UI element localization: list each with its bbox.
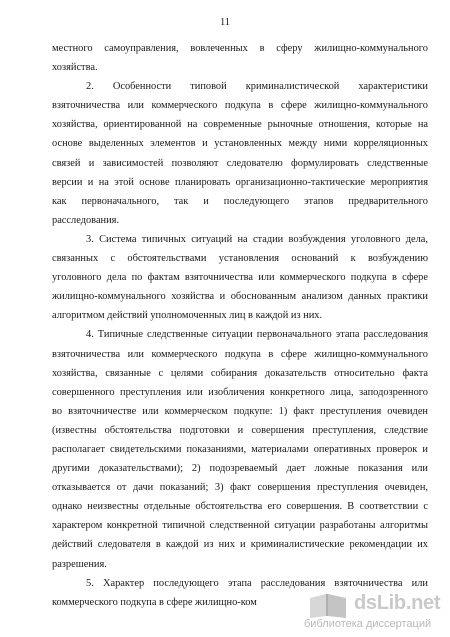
text-line: взяточничества или коммерческого подкупа в сфере жилищно-коммунального: [52, 348, 428, 360]
text-line: хозяйства.: [52, 62, 98, 74]
book-logo-icon: [306, 590, 350, 620]
text-line: взяточничества или коммерческого подкупа в сфере жилищно-коммунального: [52, 100, 428, 112]
body-text: [52, 39, 428, 612]
text-line: 5. Характер последующего этапа расследования взяточничества или: [86, 577, 428, 589]
text-line: местного самоуправления, вовлеченных в сферу жилищно-коммунального: [52, 43, 428, 54]
text-line: отказывается от дачи показаний; 3) факт совершения преступления очевиден,: [52, 482, 428, 494]
text-line: хозяйства, связанные с целями собирания доказательств относительно факта: [52, 367, 428, 379]
text-line: 3. Система типичных ситуаций на стадии возбуждения уголовного дела,: [86, 233, 428, 245]
text-line: алгоритмом действий уполномоченных лиц в каждой из них.: [52, 310, 323, 322]
text-line: характером конкретной типичной следственной ситуации разработаны алгоритмы: [52, 520, 428, 532]
text-line: связей и зависимостей позволяют следователю формулировать следственные: [52, 157, 428, 169]
text-line: расследования.: [52, 214, 120, 226]
text-line: связанных с обстоятельствами установления оснований к возбуждению: [52, 253, 428, 265]
text-line: 4. Типичные следственные ситуации первоначального этапа расследования: [86, 329, 428, 341]
text-line: действий следователя в каждой из них и криминалистические рекомендации их: [52, 539, 428, 551]
text-line: разрешения.: [52, 558, 107, 570]
text-line: 2. Особенности типовой криминалистической характеристики: [86, 81, 428, 93]
text-line: располагает свидетельскими показаниями, материалами оперативных проверок и: [52, 443, 428, 455]
page-number: 11: [219, 17, 231, 28]
text-line: жилищно-коммунального хозяйства и обоснованным анализом данных практики: [52, 291, 428, 303]
text-line: основе выделенных элементов и установленных между ними корреляционных: [52, 138, 428, 150]
watermark-logo-text: dsLib.net: [354, 592, 441, 614]
text-line: (известны обстоятельства подготовки и совершения преступления, следствие: [52, 424, 428, 436]
text-line: во взяточничестве или коммерческом подкупе: 1) факт преступления очевиден: [52, 405, 428, 417]
watermark: [300, 590, 450, 637]
text-line: хозяйства, ориентированной на современные рыночные отношения, которые на: [52, 119, 428, 131]
text-line: версии и на этой основе планировать организационно-тактические мероприятия: [52, 176, 428, 188]
text-line: как первоначального, так и последующего этапов предварительного: [52, 195, 428, 207]
text-line: однако неизвестны отдельные обстоятельства его совершения. В соответствии с: [52, 501, 428, 513]
text-line: совершенного преступления или изобличения конкретного лица, заподозренного: [52, 386, 428, 398]
text-line: коммерческого подкупа в сфере жилищно-ком: [52, 596, 257, 608]
text-line: уголовного дела по фактам взяточничества или коммерческого подкупа в сфере: [52, 272, 428, 284]
text-line: другими доказательствами); 2) подозреваемый дает ложные показания или: [52, 463, 428, 475]
watermark-caption: библиотека диссертаций: [304, 618, 432, 630]
